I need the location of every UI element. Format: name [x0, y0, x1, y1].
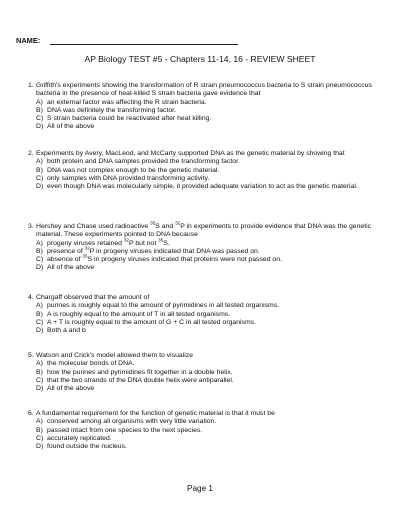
- name-blank-line: [50, 44, 238, 45]
- option-text-part: P in progeny viruses indicated that DNA was passed on.: [89, 247, 260, 255]
- question-2: [28, 150, 388, 191]
- answer-option: [36, 175, 388, 183]
- page-number: Page 1: [187, 484, 213, 493]
- answer-option: [36, 443, 388, 451]
- option-text: All of the above: [47, 264, 95, 272]
- stem-text-part: Hershey and Chase used radioactive: [36, 223, 151, 230]
- option-text: that the two strands of the DNA double helix were antiparallel.: [47, 376, 234, 384]
- answer-option: [36, 311, 388, 319]
- answer-option: [36, 167, 388, 175]
- isotope-mass: 32: [84, 245, 90, 251]
- option-text-part: absence of: [47, 256, 83, 264]
- option-letter: A): [36, 418, 43, 426]
- question-4: [28, 294, 388, 335]
- isotope-mass: 32: [175, 220, 181, 226]
- isotope-mass: 32: [123, 237, 129, 243]
- option-letter: D): [36, 327, 44, 335]
- option-text: DNA was not complex enough to be the genetic material.: [47, 166, 220, 174]
- answer-option: [36, 245, 388, 256]
- option-letter: A): [36, 158, 43, 166]
- option-letter: C): [36, 174, 44, 182]
- answer-option: [36, 369, 388, 377]
- option-text: an external factor was affecting the R strain bacteria.: [47, 98, 207, 106]
- option-text: found outside the nucleus.: [47, 443, 127, 451]
- question-number: 2.: [28, 150, 34, 157]
- question-number: 3.: [28, 223, 34, 230]
- option-letter: C): [36, 115, 44, 123]
- option-text-part: S in progeny viruses indicated that proteins were not passed on.: [87, 256, 282, 264]
- option-text: [47, 245, 388, 256]
- option-letter: B): [36, 247, 43, 255]
- stem-text-part: S and: [155, 223, 176, 230]
- question-6: [28, 410, 388, 451]
- answer-option: [36, 183, 388, 191]
- answer-option: [36, 427, 388, 435]
- option-text-part: progeny viruses retained: [47, 239, 124, 247]
- option-letter: C): [36, 376, 44, 384]
- question-number: 4.: [28, 294, 34, 301]
- option-letter: B): [36, 426, 43, 434]
- option-text: Both a and b: [47, 327, 86, 335]
- option-letter: B): [36, 166, 43, 174]
- option-letter: B): [36, 310, 43, 318]
- option-text: S strain bacteria could be reactivated after heat killing.: [47, 115, 212, 123]
- question-stem: A fundamental requirement for the function of genetic material is that it must be: [36, 410, 275, 417]
- answer-option: [36, 107, 388, 115]
- answer-option: [36, 435, 388, 443]
- question-5: [28, 352, 388, 393]
- option-letter: A): [36, 360, 43, 368]
- option-letter: C): [36, 256, 44, 264]
- answer-option: [36, 377, 388, 385]
- question-stem: Griffith's experiments showing the transformation of R strain pneumococcus bacteria to S strain pneumococcus bacteria in the presence of heat-killed S strain bacteria gave evidence that: [36, 82, 372, 98]
- option-text: even though DNA was molecularly simple, it provided adequate variation to act as the genetic material.: [47, 183, 358, 191]
- option-text-part: P but not: [128, 239, 159, 247]
- option-text: All of the above: [47, 385, 95, 393]
- answer-option: [36, 385, 388, 393]
- option-text: how the purines and pyrimidines fit together in a double helix.: [47, 368, 233, 376]
- answer-option: [36, 123, 388, 131]
- answer-option: [36, 360, 388, 368]
- option-text: DNA was definitely the transforming factor.: [47, 106, 176, 114]
- option-text-part: presence of: [47, 247, 85, 255]
- option-text: A + T is roughly equal to the amount of G + C in all tested organisms.: [47, 318, 256, 326]
- option-letter: D): [36, 123, 44, 131]
- isotope-mass: 35: [150, 220, 156, 226]
- option-text: passed intact from one species to the next species.: [47, 426, 203, 434]
- option-text: A is roughly equal to the amount of T in all tested organisms.: [47, 310, 231, 318]
- answer-option: [36, 327, 388, 335]
- question-number: 6.: [28, 410, 34, 417]
- option-text: [47, 253, 388, 264]
- option-text: [47, 237, 388, 248]
- option-letter: D): [36, 443, 44, 451]
- option-letter: A): [36, 302, 43, 310]
- option-letter: A): [36, 98, 43, 106]
- question-number: 5.: [28, 352, 34, 359]
- option-letter: C): [36, 318, 44, 326]
- option-letter: C): [36, 434, 44, 442]
- answer-option: [36, 302, 388, 310]
- question-1: [28, 82, 388, 132]
- answer-option: [36, 253, 388, 264]
- name-label: NAME:: [16, 36, 41, 45]
- option-letter: D): [36, 183, 44, 191]
- option-letter: A): [36, 239, 43, 247]
- answer-option: [36, 319, 388, 327]
- answer-option: [36, 264, 388, 272]
- worksheet-title: AP Biology TEST #5 - Chapters 11-14, 16 - REVIEW SHEET: [84, 54, 316, 64]
- answer-option: [36, 418, 388, 426]
- stem-text-part: P in experiments to provide evidence that DNA was the genetic material. These experiments pointed to DNA because: [36, 223, 372, 239]
- question-number: 1.: [28, 82, 34, 89]
- question-stem: Experiments by Avery, MacLeod, and McCarty supported DNA as the genetic material by showing that: [36, 150, 345, 157]
- answer-option: [36, 158, 388, 166]
- option-text: only samples with DNA provided transforming activity.: [47, 174, 210, 182]
- option-text: conserved among all organisms with very little variation.: [47, 418, 217, 426]
- answer-option: [36, 115, 388, 123]
- question-3: [28, 220, 388, 273]
- option-text: the molecular bonds of DNA.: [47, 360, 135, 368]
- option-letter: B): [36, 106, 43, 114]
- option-text: accurately replicated.: [47, 434, 112, 442]
- question-stem: Chargaff observed that the amount of: [36, 294, 150, 301]
- option-text: purines is roughly equal to the amount of pyrimidines in all tested organisms.: [47, 302, 280, 310]
- isotope-mass: 35: [82, 253, 88, 259]
- answer-option: [36, 99, 388, 107]
- option-letter: D): [36, 385, 44, 393]
- option-text: All of the above: [47, 123, 95, 131]
- option-letter: B): [36, 368, 43, 376]
- isotope-mass: 35: [158, 237, 164, 243]
- question-stem: Watson and Crick's model allowed them to visualize: [36, 352, 194, 359]
- option-text-part: S.: [163, 239, 170, 247]
- option-letter: D): [36, 264, 44, 272]
- option-text: both protein and DNA samples provided the transforming factor.: [47, 158, 240, 166]
